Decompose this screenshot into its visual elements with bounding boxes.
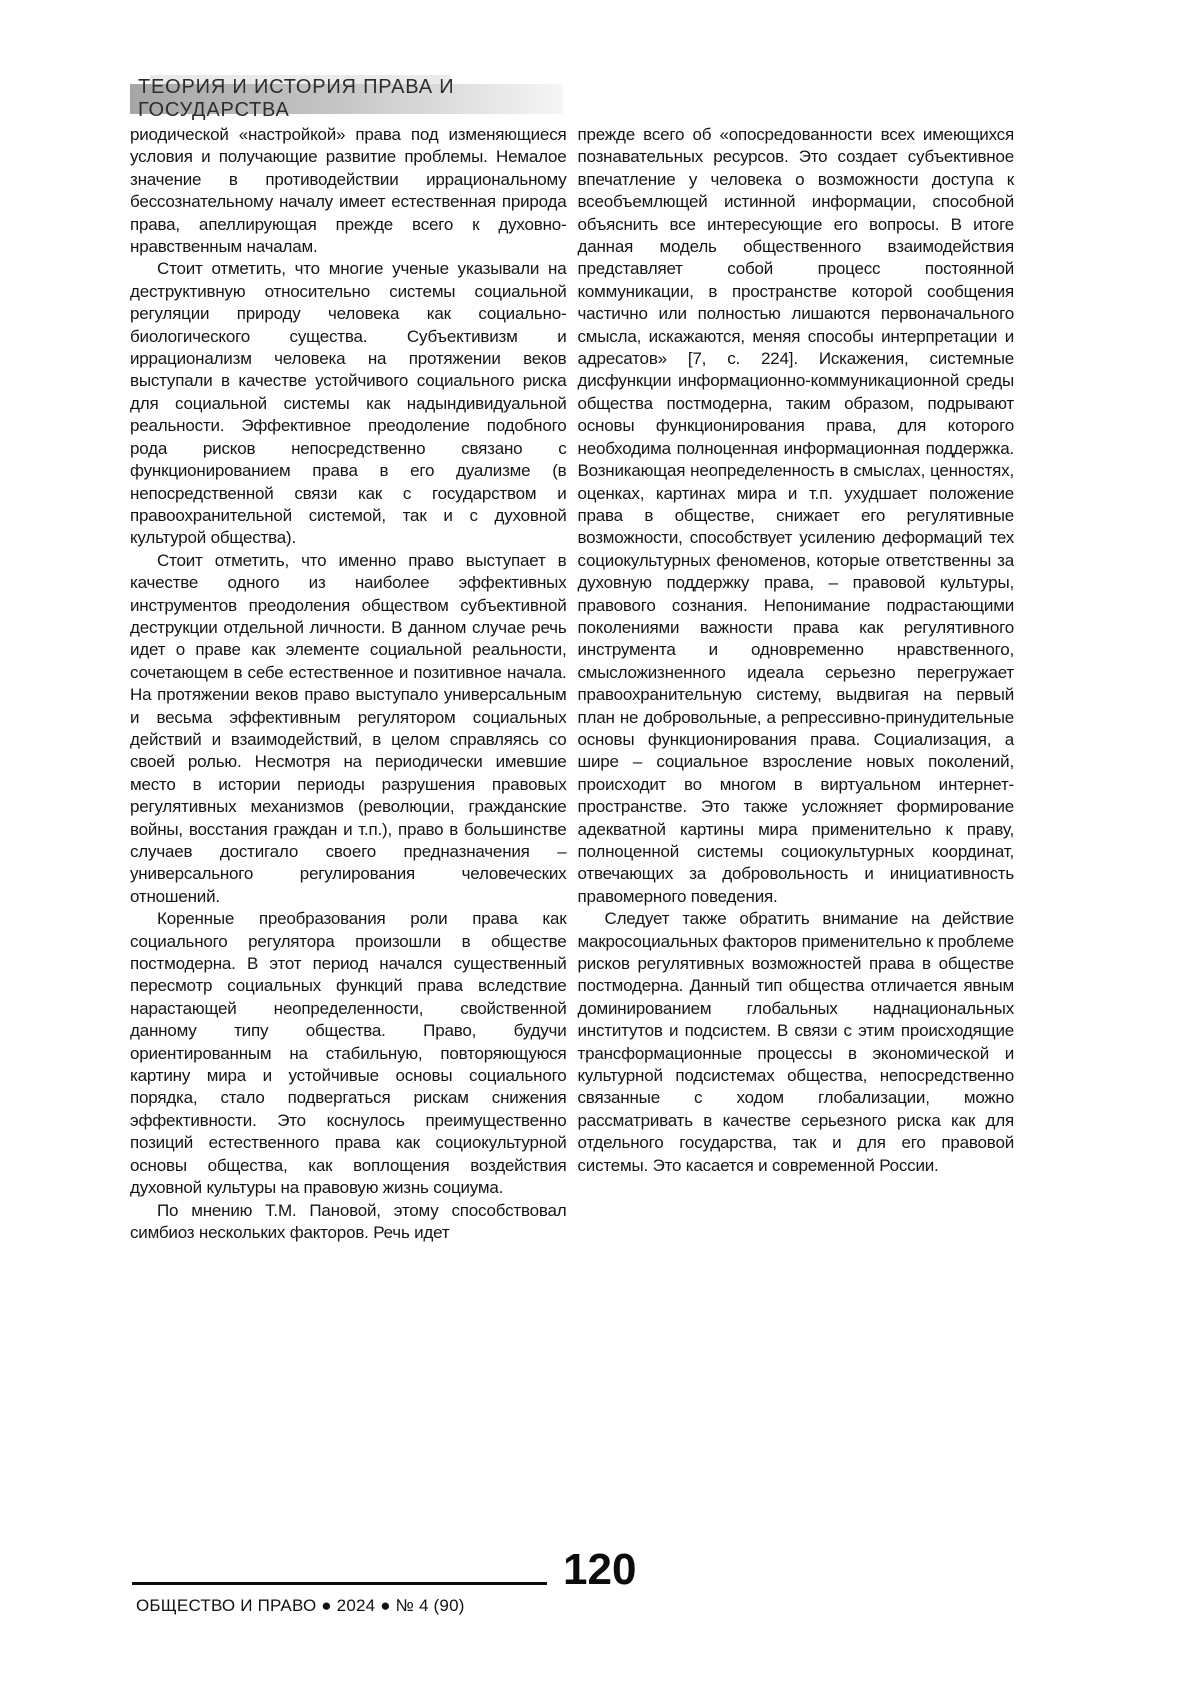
section-header-title: ТЕОРИЯ И ИСТОРИЯ ПРАВА И ГОСУДАРСТВА (138, 76, 455, 121)
paragraph: Следует также обратить внимание на действие макросоциальных факторов применительно к проблеме рисков регулятивных возможностей права в обществе постмодерна. Данный тип общества отличается явным доминированием глобальных наднациональных институтов и подсистем. В связи с этим происходящие трансформационные процессы в экономической и культурной подсистемах общества, непосредственно связанные с ходом глобализации, можно рассматривать в качестве серьезного риска как для отдельного государства, так и для его правовой системы. Это касается и современной России. (577, 909, 1014, 1175)
paragraph: Коренные преобразования роли права как социального регулятора произошли в обществе постмодерна. В этот период начался существенный пересмотр социальных функций права вследствие нарастающей неопределенности, свойственной данному типу общества. Право, будучи ориентированным на стабильную, повторяющуюся картину мира и устойчивые основы социального порядка, стало подвергаться рискам снижения эффективности. Это коснулось преимущественно позиций естественного права как социокультурной основы общества, как воплощения воздействия духовной культуры на правовую жизнь социума. (130, 909, 567, 1198)
paragraph: прежде всего об «опосредованности всех имеющихся познавательных ресурсов. Это создает субъективное впечатление у человека о возможности доступа к всеобъемлющей истинной информации, способной объяснить все интересующие его вопросы. В итоге данная модель общественного взаимодействия представляет собой процесс постоянной коммуникации, в пространстве которой сообщения частично или полностью лишаются первоначального смысла, искажаются, меняя способы интерпретации и адресатов» [7, с. 224]. Искажения, системные дисфункции информационно-коммуникационной среды общества постмодерна, таким образом, подрывают основы функционирования права, для которого необходима полноценная информационная поддержка. Возникающая неопределенность в смыслах, ценностях, оценках, картинах мира и т.п. ухудшает положение права в обществе, снижает его регулятивные возможности, способствует усилению деформаций тех социокультурных феноменов, которые ответственны за духовную поддержку права, – правовой культуры, правового сознания. Непонимание подрастающими поколениями важности права как регулятивного инструмента и одновременно нравственного, смысложизненного идеала серьезно перегружает правоохранительную систему, выдвигая на первый план не добровольные, а репрессивно-принудительные основы функционирования права. Социализация, а шире – социальное взросление новых поколений, происходит во многом в виртуальном интернет-пространстве. Это также усложняет формирование адекватной картины мира применительно к праву, полноценной системы социокультурных координат, отвечающих за добровольность и инициативность правомерного поведения. (577, 125, 1014, 906)
left-column (130, 124, 567, 1244)
paragraph: Стоит отметить, что многие ученые указывали на деструктивную относительно системы социальной регуляции природу человека как социально-биологического существа. Субъективизм и иррационализм человека на протяжении веков выступали в качестве устойчивого социального риска для социальной системы как надындивидуальной реальности. Эффективное преодоление подобного рода рисков непосредственно связано с функционированием права в его дуализме (в непосредственной связи как с государством и правоохранительной системой, так и с духовной культурой общества). (130, 259, 567, 548)
footer-rule (132, 1582, 547, 1585)
paragraph: По мнению Т.М. Пановой, этому способствовал симбиоз нескольких факторов. Речь идет (130, 1200, 567, 1242)
journal-footer-line: ОБЩЕСТВО И ПРАВО ● 2024 ● № 4 (90) (136, 1596, 465, 1615)
paragraph: Стоит отметить, что именно право выступает в качестве одного из наиболее эффективных инструментов преодоления обществом субъективной деструкции отдельной личности. В данном случае речь идет о праве как элементе социальной реальности, сочетающем в себе естественное и позитивное начала. На протяжении веков право выступало универсальным и весьма эффективным регулятором социальных действий и взаимодействий, в целом справляясь со своей ролью. Несмотря на периодически имевшие место в истории периоды разрушения правовых регулятивных механизмов (революции, гражданские войны, восстания граждан и т.п.), право в большинстве случаев достигало своего предназначения – универсального регулирования человеческих отношений. (130, 550, 567, 906)
paragraph: риодической «настройкой» права под изменяющиеся условия и получающие развитие проблемы. Немалое значение в противодействии иррациональному бессознательному началу имеет естественная природа права, апеллирующая прежде всего к духовно-нравственным началам. (130, 125, 567, 257)
section-header (130, 76, 563, 121)
article-body (130, 124, 1014, 1244)
right-column (578, 124, 1015, 1244)
page-number: 120 (563, 1545, 637, 1594)
